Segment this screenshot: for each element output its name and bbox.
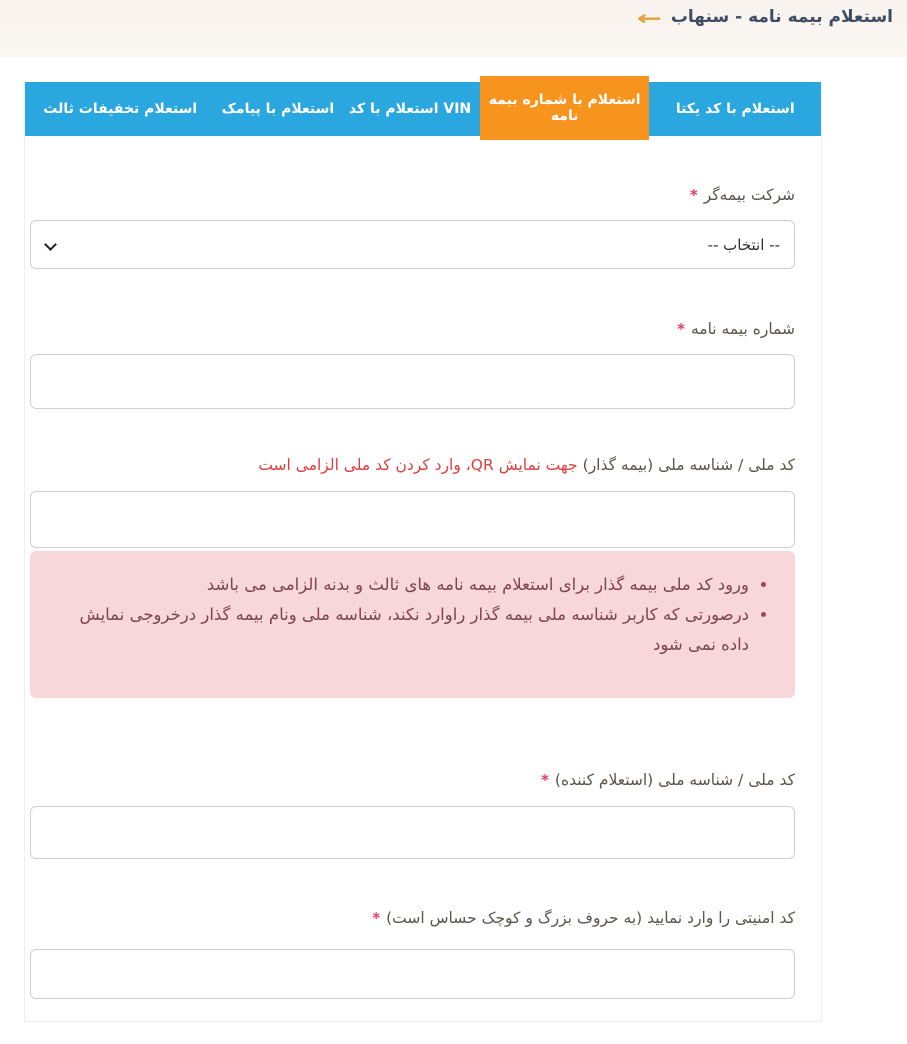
page-title: استعلام بیمه نامه - سنهاب	[670, 7, 893, 27]
alert-item: • ورود کد ملی بیمه گذار برای استعلام بیمه نامه های ثالث و بدنه الزامی می باشد	[50, 570, 749, 600]
insurer-select[interactable]	[30, 220, 795, 269]
captcha-input[interactable]	[30, 949, 795, 999]
back-arrow-icon[interactable]: ←	[636, 6, 663, 30]
policy-number-label: شماره بیمه نامه*	[677, 320, 795, 338]
tab-third-party-discounts[interactable]: استعلام تخفیفات ثالث	[25, 82, 216, 136]
tab-sms[interactable]: استعلام با پیامک	[216, 82, 341, 136]
policyholder-code-input[interactable]	[30, 491, 795, 548]
captcha-row	[30, 944, 795, 1004]
tab-policy-number[interactable]: استعلام با شماره بیمه نامه	[480, 76, 650, 140]
insurer-label: شرکت بیمه‌گر*	[689, 186, 795, 204]
tab-bar	[25, 82, 821, 136]
tab-vin-code[interactable]: استعلام با کد VIN	[340, 82, 480, 136]
top-bar	[0, 0, 907, 57]
required-asterisk: *	[541, 771, 549, 789]
inquirer-code-input[interactable]	[30, 806, 795, 859]
captcha-label: کد امنیتی را وارد نمایید (به حروف بزرگ و کوچک حساس است)*	[372, 909, 795, 927]
inquiry-form	[25, 185, 821, 1044]
alert-list	[50, 570, 771, 660]
content-card	[24, 82, 822, 1022]
required-asterisk: *	[372, 909, 381, 927]
insurer-select-wrap	[30, 206, 795, 269]
alert-item: • درصورتی که کاربر شناسه ملی بیمه گذار راوارد نکند، شناسه ملی ونام بیمه گذار درخروجی نمایش داده نمی شود	[50, 600, 749, 660]
inquirer-code-label: کد ملی / شناسه ملی (استعلام کننده)*	[541, 771, 795, 789]
policy-number-input[interactable]	[30, 354, 795, 409]
required-asterisk: *	[689, 186, 698, 204]
tab-unique-code[interactable]: استعلام با کد یکتا	[649, 82, 821, 136]
qr-warning-text: جهت نمایش QR، وارد کردن کد ملی الزامی است	[258, 456, 578, 474]
required-asterisk: *	[677, 320, 685, 338]
alert-box	[30, 551, 795, 698]
policyholder-code-label: کد ملی / شناسه ملی (بیمه گذار)جهت نمایش QR، وارد کردن کد ملی الزامی است	[258, 456, 795, 474]
